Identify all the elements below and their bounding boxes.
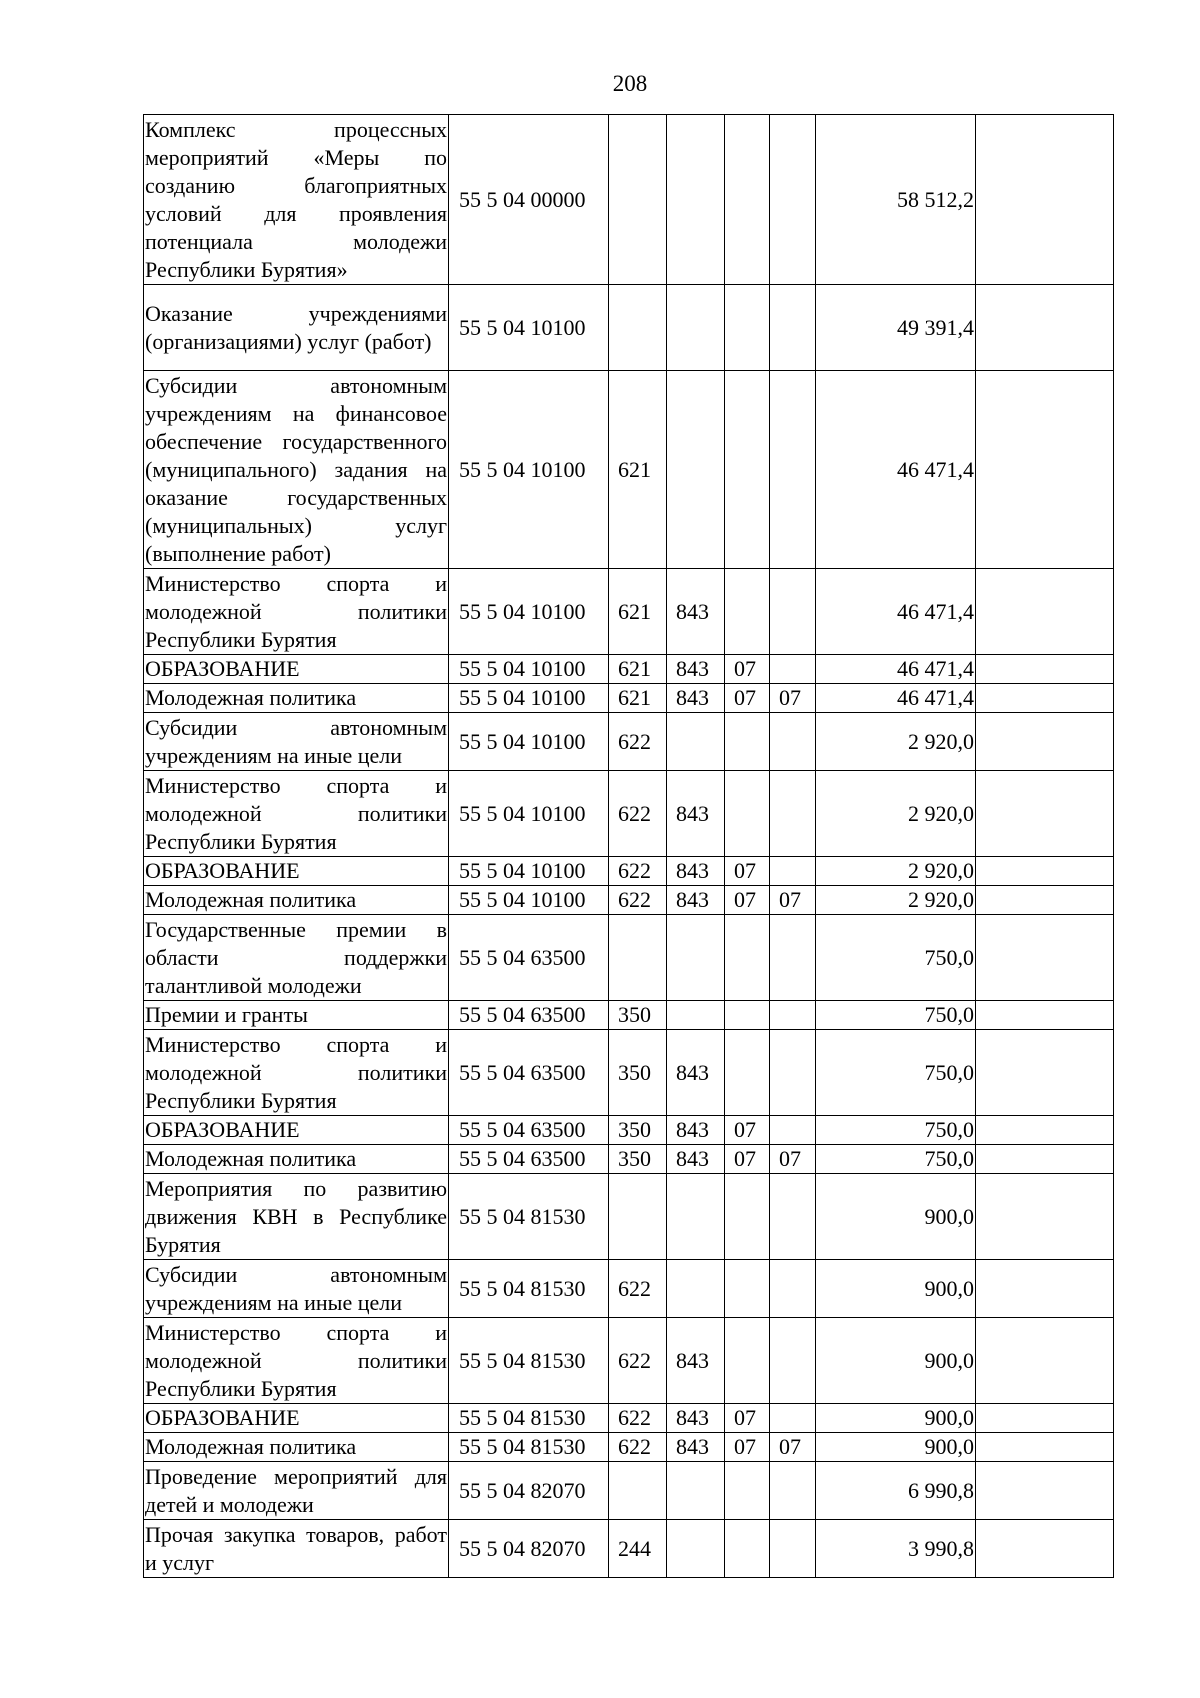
row-subsection-cell: 07 [770, 684, 816, 713]
row-code-cell: 55 5 04 82070 [449, 1520, 609, 1578]
row-subsection-cell [770, 1174, 816, 1260]
row-ministry-code-cell: 843 [667, 1404, 725, 1433]
row-empty-cell [976, 1404, 1114, 1433]
row-empty-cell [976, 285, 1114, 371]
row-amount-cell: 750,0 [816, 1116, 976, 1145]
row-code-cell: 55 5 04 82070 [449, 1462, 609, 1520]
row-expense-type-cell [609, 1462, 667, 1520]
row-amount-cell: 46 471,4 [816, 684, 976, 713]
table-row [144, 1462, 1114, 1520]
row-subsection-cell [770, 1260, 816, 1318]
table-row [144, 771, 1114, 857]
table-row [144, 886, 1114, 915]
row-amount-cell: 900,0 [816, 1433, 976, 1462]
row-expense-type-cell: 350 [609, 1116, 667, 1145]
row-empty-cell [976, 1174, 1114, 1260]
table-row [144, 713, 1114, 771]
row-expense-type-cell: 350 [609, 1001, 667, 1030]
row-section-cell [725, 1030, 770, 1116]
row-empty-cell [976, 1318, 1114, 1404]
row-ministry-code-cell: 843 [667, 1145, 725, 1174]
row-subsection-cell [770, 857, 816, 886]
row-name-cell: ОБРАЗОВАНИЕ [144, 1116, 449, 1145]
row-name-cell: Прочая закупка товаров, работ и услуг [144, 1520, 449, 1578]
row-code-cell: 55 5 04 10100 [449, 655, 609, 684]
row-code-cell: 55 5 04 10100 [449, 771, 609, 857]
row-name-cell: Молодежная политика [144, 684, 449, 713]
row-subsection-cell [770, 915, 816, 1001]
row-ministry-code-cell [667, 713, 725, 771]
row-empty-cell [976, 569, 1114, 655]
row-name-cell: Молодежная политика [144, 1433, 449, 1462]
row-ministry-code-cell: 843 [667, 569, 725, 655]
row-expense-type-cell: 622 [609, 1404, 667, 1433]
row-subsection-cell [770, 713, 816, 771]
row-expense-type-cell: 622 [609, 1433, 667, 1462]
row-ministry-code-cell: 843 [667, 1318, 725, 1404]
row-amount-cell: 6 990,8 [816, 1462, 976, 1520]
row-subsection-cell [770, 1404, 816, 1433]
row-section-cell: 07 [725, 1145, 770, 1174]
row-amount-cell: 2 920,0 [816, 886, 976, 915]
row-code-cell: 55 5 04 10100 [449, 569, 609, 655]
row-code-cell: 55 5 04 63500 [449, 1030, 609, 1116]
row-amount-cell: 2 920,0 [816, 713, 976, 771]
row-subsection-cell: 07 [770, 886, 816, 915]
row-amount-cell: 3 990,8 [816, 1520, 976, 1578]
row-amount-cell: 2 920,0 [816, 857, 976, 886]
row-amount-cell: 900,0 [816, 1174, 976, 1260]
row-empty-cell [976, 771, 1114, 857]
row-subsection-cell [770, 569, 816, 655]
row-ministry-code-cell: 843 [667, 1030, 725, 1116]
row-empty-cell [976, 1030, 1114, 1116]
row-name-cell: Министерство спорта и молодежной политики Республики Бурятия [144, 1030, 449, 1116]
row-section-cell: 07 [725, 655, 770, 684]
row-section-cell [725, 1001, 770, 1030]
row-code-cell: 55 5 04 81530 [449, 1318, 609, 1404]
row-empty-cell [976, 1116, 1114, 1145]
row-ministry-code-cell [667, 115, 725, 285]
row-ministry-code-cell: 843 [667, 1116, 725, 1145]
row-code-cell: 55 5 04 10100 [449, 285, 609, 371]
table-row [144, 1260, 1114, 1318]
row-subsection-cell: 07 [770, 1433, 816, 1462]
row-empty-cell [976, 684, 1114, 713]
table-row [144, 371, 1114, 569]
row-ministry-code-cell: 843 [667, 655, 725, 684]
row-ministry-code-cell: 843 [667, 771, 725, 857]
table-row [144, 569, 1114, 655]
row-expense-type-cell: 622 [609, 857, 667, 886]
row-amount-cell: 58 512,2 [816, 115, 976, 285]
row-empty-cell [976, 1001, 1114, 1030]
row-code-cell: 55 5 04 81530 [449, 1433, 609, 1462]
row-subsection-cell [770, 1462, 816, 1520]
row-code-cell: 55 5 04 63500 [449, 1001, 609, 1030]
table-row [144, 285, 1114, 371]
row-amount-cell: 46 471,4 [816, 655, 976, 684]
row-empty-cell [976, 1433, 1114, 1462]
table-row [144, 1030, 1114, 1116]
row-expense-type-cell: 622 [609, 1260, 667, 1318]
row-name-cell: Комплекс процессных мероприятий «Меры по созданию благоприятных условий для проявления потенциала молодежи Республики Бурятия» [144, 115, 449, 285]
row-code-cell: 55 5 04 10100 [449, 857, 609, 886]
row-section-cell: 07 [725, 857, 770, 886]
row-section-cell [725, 1462, 770, 1520]
row-expense-type-cell [609, 915, 667, 1001]
row-empty-cell [976, 1520, 1114, 1578]
row-empty-cell [976, 655, 1114, 684]
row-name-cell: Министерство спорта и молодежной политики Республики Бурятия [144, 569, 449, 655]
row-code-cell: 55 5 04 63500 [449, 915, 609, 1001]
row-subsection-cell: 07 [770, 1145, 816, 1174]
row-expense-type-cell: 621 [609, 371, 667, 569]
row-empty-cell [976, 886, 1114, 915]
row-section-cell: 07 [725, 684, 770, 713]
row-section-cell [725, 1318, 770, 1404]
row-expense-type-cell: 622 [609, 771, 667, 857]
row-ministry-code-cell [667, 1001, 725, 1030]
row-expense-type-cell: 621 [609, 655, 667, 684]
row-amount-cell: 49 391,4 [816, 285, 976, 371]
row-empty-cell [976, 371, 1114, 569]
row-section-cell: 07 [725, 1404, 770, 1433]
row-section-cell [725, 115, 770, 285]
row-amount-cell: 900,0 [816, 1318, 976, 1404]
table-row [144, 1145, 1114, 1174]
row-code-cell: 55 5 04 81530 [449, 1404, 609, 1433]
row-ministry-code-cell [667, 1260, 725, 1318]
row-code-cell: 55 5 04 00000 [449, 115, 609, 285]
row-name-cell: ОБРАЗОВАНИЕ [144, 857, 449, 886]
row-amount-cell: 2 920,0 [816, 771, 976, 857]
row-empty-cell [976, 115, 1114, 285]
row-name-cell: Премии и гранты [144, 1001, 449, 1030]
row-subsection-cell [770, 1318, 816, 1404]
row-expense-type-cell: 350 [609, 1030, 667, 1116]
row-subsection-cell [770, 371, 816, 569]
row-empty-cell [976, 857, 1114, 886]
row-name-cell: Субсидии автономным учреждениям на иные цели [144, 1260, 449, 1318]
row-name-cell: Субсидии автономным учреждениям на финансовое обеспечение государственного (муниципального) задания на оказание государственных (муниципальных) услуг (выполнение работ) [144, 371, 449, 569]
row-ministry-code-cell: 843 [667, 684, 725, 713]
row-amount-cell: 46 471,4 [816, 371, 976, 569]
row-subsection-cell [770, 285, 816, 371]
row-expense-type-cell: 350 [609, 1145, 667, 1174]
row-subsection-cell [770, 1030, 816, 1116]
row-expense-type-cell: 622 [609, 886, 667, 915]
row-name-cell: ОБРАЗОВАНИЕ [144, 655, 449, 684]
row-name-cell: Министерство спорта и молодежной политики Республики Бурятия [144, 771, 449, 857]
row-subsection-cell [770, 115, 816, 285]
row-amount-cell: 46 471,4 [816, 569, 976, 655]
table-row [144, 915, 1114, 1001]
table-row [144, 1433, 1114, 1462]
row-name-cell: Молодежная политика [144, 1145, 449, 1174]
row-ministry-code-cell: 843 [667, 857, 725, 886]
row-amount-cell: 750,0 [816, 1145, 976, 1174]
row-section-cell [725, 285, 770, 371]
row-section-cell: 07 [725, 1116, 770, 1145]
row-code-cell: 55 5 04 10100 [449, 684, 609, 713]
row-section-cell [725, 713, 770, 771]
row-amount-cell: 900,0 [816, 1260, 976, 1318]
row-empty-cell [976, 1260, 1114, 1318]
row-empty-cell [976, 713, 1114, 771]
row-ministry-code-cell [667, 1174, 725, 1260]
row-code-cell: 55 5 04 63500 [449, 1116, 609, 1145]
row-empty-cell [976, 1462, 1114, 1520]
row-expense-type-cell: 244 [609, 1520, 667, 1578]
row-subsection-cell [770, 655, 816, 684]
row-code-cell: 55 5 04 10100 [449, 713, 609, 771]
row-ministry-code-cell [667, 1520, 725, 1578]
budget-table [143, 114, 1114, 1578]
row-code-cell: 55 5 04 81530 [449, 1174, 609, 1260]
row-section-cell: 07 [725, 886, 770, 915]
row-amount-cell: 900,0 [816, 1404, 976, 1433]
row-section-cell [725, 915, 770, 1001]
row-subsection-cell [770, 1116, 816, 1145]
table-row [144, 1318, 1114, 1404]
row-amount-cell: 750,0 [816, 1030, 976, 1116]
row-expense-type-cell [609, 115, 667, 285]
row-expense-type-cell: 622 [609, 713, 667, 771]
table-row [144, 115, 1114, 285]
table-row [144, 1116, 1114, 1145]
row-subsection-cell [770, 1520, 816, 1578]
row-code-cell: 55 5 04 10100 [449, 371, 609, 569]
table-row [144, 1520, 1114, 1578]
row-code-cell: 55 5 04 81530 [449, 1260, 609, 1318]
row-amount-cell: 750,0 [816, 1001, 976, 1030]
row-name-cell: Мероприятия по развитию движения КВН в Республике Бурятия [144, 1174, 449, 1260]
row-ministry-code-cell: 843 [667, 1433, 725, 1462]
row-section-cell: 07 [725, 1433, 770, 1462]
row-expense-type-cell [609, 285, 667, 371]
row-expense-type-cell: 621 [609, 684, 667, 713]
table-row [144, 1174, 1114, 1260]
table-row [144, 655, 1114, 684]
row-empty-cell [976, 915, 1114, 1001]
row-subsection-cell [770, 1001, 816, 1030]
row-empty-cell [976, 1145, 1114, 1174]
row-name-cell: ОБРАЗОВАНИЕ [144, 1404, 449, 1433]
row-section-cell [725, 1174, 770, 1260]
table-row [144, 684, 1114, 713]
row-amount-cell: 750,0 [816, 915, 976, 1001]
row-code-cell: 55 5 04 10100 [449, 886, 609, 915]
row-name-cell: Молодежная политика [144, 886, 449, 915]
table-body [144, 115, 1114, 1578]
row-expense-type-cell: 621 [609, 569, 667, 655]
row-section-cell [725, 1520, 770, 1578]
table-row [144, 1001, 1114, 1030]
row-ministry-code-cell [667, 1462, 725, 1520]
row-name-cell: Министерство спорта и молодежной политики Республики Бурятия [144, 1318, 449, 1404]
row-code-cell: 55 5 04 63500 [449, 1145, 609, 1174]
row-section-cell [725, 1260, 770, 1318]
table-row [144, 1404, 1114, 1433]
table-row [144, 857, 1114, 886]
row-ministry-code-cell [667, 371, 725, 569]
row-ministry-code-cell [667, 285, 725, 371]
row-expense-type-cell: 622 [609, 1318, 667, 1404]
row-name-cell: Субсидии автономным учреждениям на иные цели [144, 713, 449, 771]
row-name-cell: Проведение мероприятий для детей и молодежи [144, 1462, 449, 1520]
row-section-cell [725, 771, 770, 857]
row-name-cell: Государственные премии в области поддержки талантливой молодежи [144, 915, 449, 1001]
row-name-cell: Оказание учреждениями (организациями) услуг (работ) [144, 285, 449, 371]
row-ministry-code-cell [667, 915, 725, 1001]
page-number: 208 [612, 71, 648, 96]
row-ministry-code-cell: 843 [667, 886, 725, 915]
row-expense-type-cell [609, 1174, 667, 1260]
row-section-cell [725, 371, 770, 569]
row-subsection-cell [770, 771, 816, 857]
row-section-cell [725, 569, 770, 655]
